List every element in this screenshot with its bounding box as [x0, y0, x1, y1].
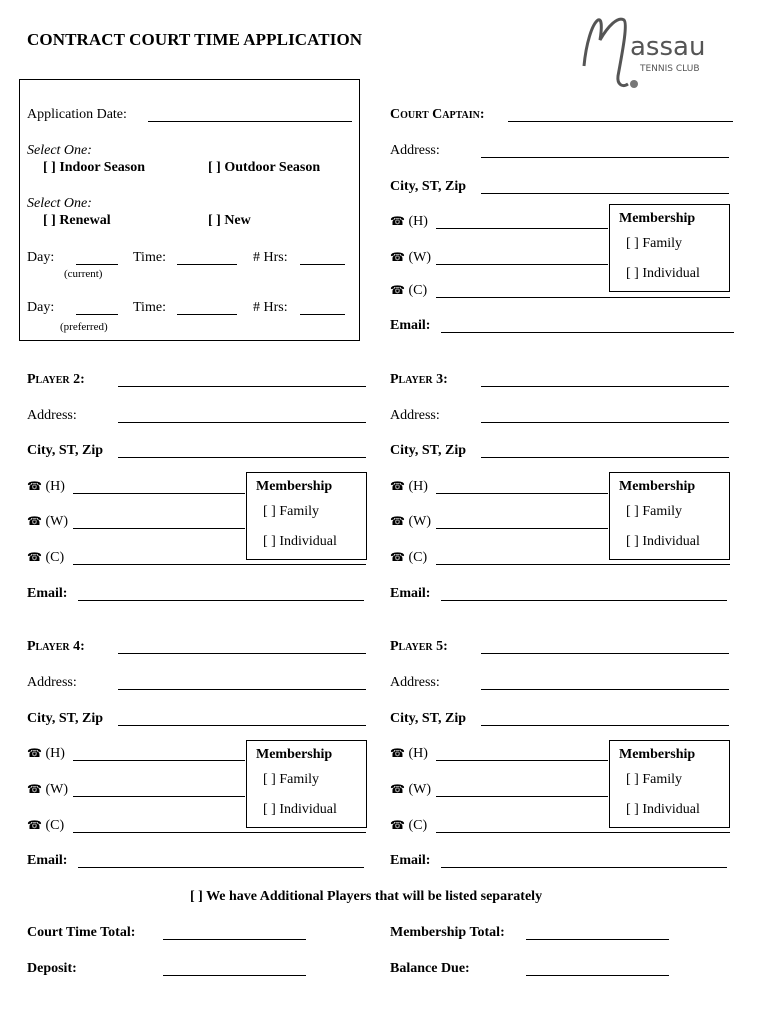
player-4-cell-phone-label: ☎ (C) — [27, 818, 65, 833]
time-current-field[interactable] — [177, 264, 237, 265]
time-preferred-label: Time: — [133, 300, 166, 315]
player-4-cell-phone-field[interactable] — [73, 832, 366, 833]
outdoor-season-checkbox[interactable]: [ ] Outdoor Season — [208, 160, 321, 175]
logo-subtext: TENNIS CLUB — [640, 64, 700, 74]
player-5-home-phone-label: ☎ (H) — [390, 746, 428, 761]
telephone-icon: ☎ — [27, 746, 42, 760]
player-5-cell-phone-label: ☎ (C) — [390, 818, 428, 833]
membership-individual-checkbox[interactable]: [ ] Individual — [263, 534, 337, 549]
player-4-home-phone-label: ☎ (H) — [27, 746, 65, 761]
player-2-cell-phone-label: ☎ (C) — [27, 550, 65, 565]
deposit-label: Deposit: — [27, 961, 77, 976]
player-4-work-phone-label: ☎ (W) — [27, 782, 68, 797]
player-4-label: Player 4: — [27, 639, 85, 654]
day-preferred-field[interactable] — [76, 314, 118, 315]
court-captain-field[interactable] — [508, 121, 733, 122]
captain-city-field[interactable] — [481, 193, 729, 194]
player-2-email-field[interactable] — [78, 600, 364, 601]
player-5-name-field[interactable] — [481, 653, 729, 654]
telephone-icon: ☎ — [390, 782, 405, 796]
membership-individual-checkbox[interactable]: [ ] Individual — [626, 802, 700, 817]
preferred-note: (preferred) — [60, 321, 108, 333]
telephone-icon: ☎ — [390, 250, 405, 264]
hrs-current-field[interactable] — [300, 264, 345, 265]
additional-players-checkbox[interactable]: [ ] We have Additional Players that will be listed separately — [190, 889, 543, 904]
player-4-email-label: Email: — [27, 853, 68, 868]
telephone-icon: ☎ — [390, 818, 405, 832]
player-5-cell-phone-field[interactable] — [436, 832, 730, 833]
player-3-name-field[interactable] — [481, 386, 729, 387]
player-3-membership-box — [609, 472, 730, 560]
player-3-home-phone-field[interactable] — [436, 493, 608, 494]
player-2-home-phone-field[interactable] — [73, 493, 245, 494]
day-current-label: Day: — [27, 250, 55, 265]
player-4-work-phone-field[interactable] — [73, 796, 245, 797]
telephone-icon: ☎ — [390, 514, 405, 528]
membership-family-checkbox[interactable]: [ ] Family — [626, 236, 682, 251]
membership-individual-checkbox[interactable]: [ ] Individual — [626, 534, 700, 549]
player-2-home-phone-label: ☎ (H) — [27, 479, 65, 494]
membership-title: Membership — [256, 479, 333, 494]
time-current-label: Time: — [133, 250, 166, 265]
player-5-city-field[interactable] — [481, 725, 729, 726]
membership-individual-checkbox[interactable]: [ ] Individual — [626, 266, 700, 281]
renewal-checkbox[interactable]: [ ] Renewal — [43, 213, 111, 228]
player-5-membership-box — [609, 740, 730, 828]
player-5-email-label: Email: — [390, 853, 431, 868]
balance-due-field[interactable] — [526, 975, 669, 976]
player-4-home-phone-field[interactable] — [73, 760, 245, 761]
player-3-email-field[interactable] — [441, 600, 727, 601]
player-2-address-field[interactable] — [118, 422, 366, 423]
captain-cell-phone-label: ☎ (C) — [390, 283, 428, 298]
nassau-logo — [578, 14, 718, 94]
player-5-city-label: City, ST, Zip — [390, 711, 466, 726]
telephone-icon: ☎ — [390, 214, 405, 228]
player-3-address-label: Address: — [390, 408, 440, 423]
telephone-icon: ☎ — [27, 550, 42, 564]
player-2-address-label: Address: — [27, 408, 77, 423]
player-4-city-label: City, ST, Zip — [27, 711, 103, 726]
captain-home-phone-field[interactable] — [436, 228, 608, 229]
player-4-name-field[interactable] — [118, 653, 366, 654]
day-preferred-label: Day: — [27, 300, 55, 315]
telephone-icon: ☎ — [390, 479, 405, 493]
membership-family-checkbox[interactable]: [ ] Family — [263, 504, 319, 519]
telephone-icon: ☎ — [27, 479, 42, 493]
player-3-city-field[interactable] — [481, 457, 729, 458]
membership-family-checkbox[interactable]: [ ] Family — [626, 504, 682, 519]
player-2-city-field[interactable] — [118, 457, 366, 458]
player-3-cell-phone-field[interactable] — [436, 564, 730, 565]
telephone-icon: ☎ — [27, 514, 42, 528]
captain-work-phone-field[interactable] — [436, 264, 608, 265]
captain-work-phone-label: ☎ (W) — [390, 250, 431, 265]
captain-home-phone-label: ☎ (H) — [390, 214, 428, 229]
player-2-city-label: City, ST, Zip — [27, 443, 103, 458]
telephone-icon: ☎ — [27, 818, 42, 832]
membership-total-label: Membership Total: — [390, 925, 505, 940]
player-5-address-label: Address: — [390, 675, 440, 690]
application-date-field[interactable] — [148, 121, 352, 122]
current-note: (current) — [64, 268, 103, 280]
player-2-work-phone-field[interactable] — [73, 528, 245, 529]
captain-address-field[interactable] — [481, 157, 729, 158]
player-2-label: Player 2: — [27, 372, 85, 387]
captain-cell-phone-field[interactable] — [436, 297, 730, 298]
player-3-city-label: City, ST, Zip — [390, 443, 466, 458]
player-3-email-label: Email: — [390, 586, 431, 601]
player-4-address-field[interactable] — [118, 689, 366, 690]
player-4-email-field[interactable] — [78, 867, 364, 868]
logo-text: assau — [630, 32, 706, 62]
captain-email-label: Email: — [390, 318, 431, 333]
player-5-home-phone-field[interactable] — [436, 760, 608, 761]
court-time-total-field[interactable] — [163, 939, 306, 940]
new-checkbox[interactable]: [ ] New — [208, 213, 251, 228]
membership-title: Membership — [256, 747, 333, 762]
player-4-address-label: Address: — [27, 675, 77, 690]
telephone-icon: ☎ — [390, 746, 405, 760]
player-2-cell-phone-field[interactable] — [73, 564, 366, 565]
membership-individual-checkbox[interactable]: [ ] Individual — [263, 802, 337, 817]
membership-total-field[interactable] — [526, 939, 669, 940]
hrs-preferred-label: # Hrs: — [253, 300, 288, 315]
court-time-total-label: Court Time Total: — [27, 925, 136, 940]
hrs-current-label: # Hrs: — [253, 250, 288, 265]
membership-title: Membership — [619, 479, 696, 494]
player-2-membership-box — [246, 472, 367, 560]
player-5-email-field[interactable] — [441, 867, 727, 868]
membership-family-checkbox[interactable]: [ ] Family — [263, 772, 319, 787]
captain-email-field[interactable] — [441, 332, 734, 333]
hrs-preferred-field[interactable] — [300, 314, 345, 315]
player-5-work-phone-label: ☎ (W) — [390, 782, 431, 797]
membership-title: Membership — [619, 747, 696, 762]
player-5-label: Player 5: — [390, 639, 448, 654]
telephone-icon: ☎ — [390, 283, 405, 297]
player-3-label: Player 3: — [390, 372, 448, 387]
deposit-field[interactable] — [163, 975, 306, 976]
application-date-label: Application Date: — [27, 107, 127, 122]
player-2-name-field[interactable] — [118, 386, 366, 387]
player-3-address-field[interactable] — [481, 422, 729, 423]
player-3-home-phone-label: ☎ (H) — [390, 479, 428, 494]
balance-due-label: Balance Due: — [390, 961, 470, 976]
player-3-work-phone-label: ☎ (W) — [390, 514, 431, 529]
player-5-work-phone-field[interactable] — [436, 796, 608, 797]
page-title: CONTRACT COURT TIME APPLICATION — [27, 30, 363, 49]
player-4-city-field[interactable] — [118, 725, 366, 726]
membership-family-checkbox[interactable]: [ ] Family — [626, 772, 682, 787]
player-2-work-phone-label: ☎ (W) — [27, 514, 68, 529]
captain-membership-box — [609, 204, 730, 292]
player-3-cell-phone-label: ☎ (C) — [390, 550, 428, 565]
player-3-work-phone-field[interactable] — [436, 528, 608, 529]
captain-address-label: Address: — [390, 143, 440, 158]
court-captain-label: Court Captain: — [390, 107, 485, 122]
select-one-label-2: Select One: — [27, 196, 92, 211]
select-one-label: Select One: — [27, 143, 92, 158]
player-2-email-label: Email: — [27, 586, 68, 601]
player-5-address-field[interactable] — [481, 689, 729, 690]
player-4-membership-box — [246, 740, 367, 828]
captain-city-label: City, ST, Zip — [390, 179, 466, 194]
membership-title: Membership — [619, 211, 696, 226]
telephone-icon: ☎ — [390, 550, 405, 564]
telephone-icon: ☎ — [27, 782, 42, 796]
day-current-field[interactable] — [76, 264, 118, 265]
indoor-season-checkbox[interactable]: [ ] Indoor Season — [43, 160, 146, 175]
time-preferred-field[interactable] — [177, 314, 237, 315]
